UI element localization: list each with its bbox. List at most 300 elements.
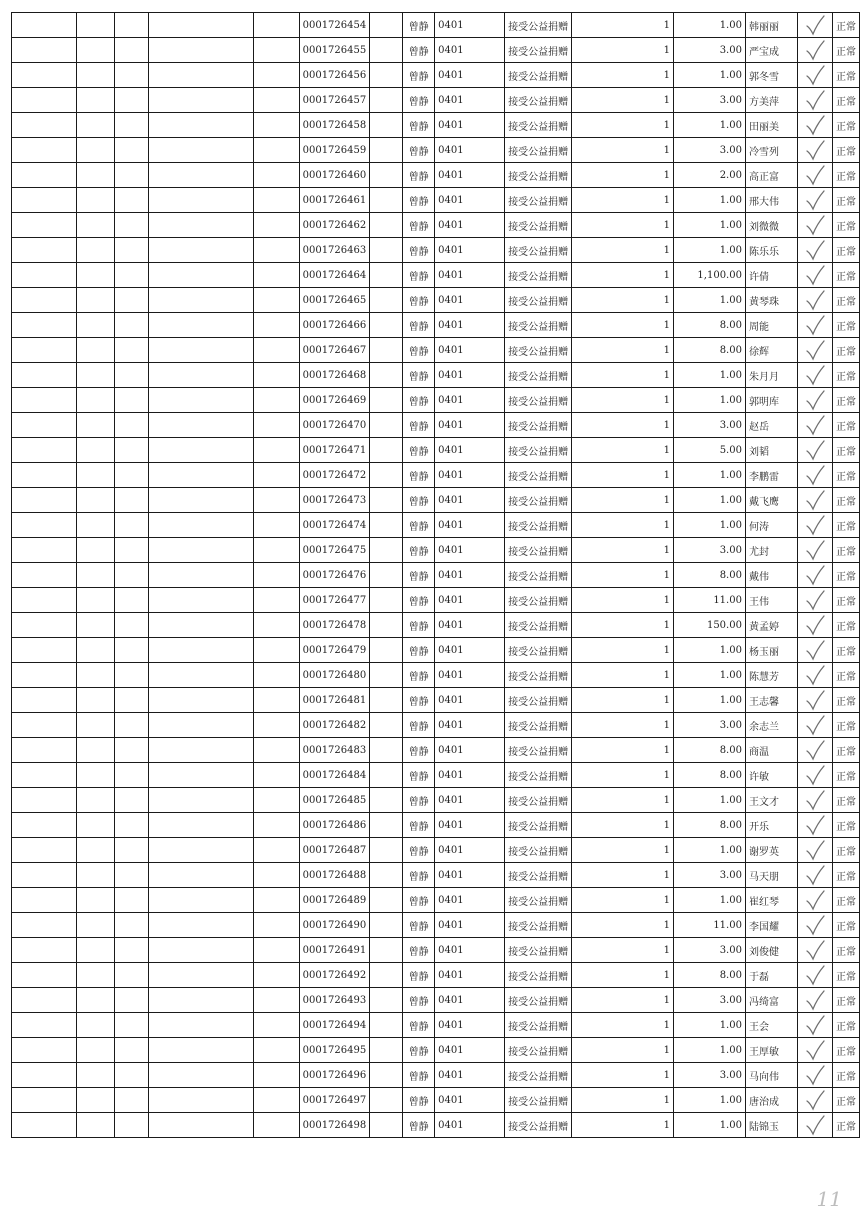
donation-type-cell: 接受公益捐赠 [505,588,572,613]
blank-cell-2 [76,838,114,863]
check-mark-cell [797,138,832,163]
blank-cell-2 [76,563,114,588]
blank-cell-6 [370,188,403,213]
blank-cell-2 [76,363,114,388]
receipt-number-cell: 0001726457 [299,88,370,113]
receipt-number-cell: 0001726464 [299,263,370,288]
handler-cell: 曾静 [403,688,435,713]
receipt-number-cell: 0001726463 [299,238,370,263]
blank-cell-2 [76,638,114,663]
handwritten-check-icon [804,639,826,661]
category-code-cell: 0401 [435,388,505,413]
donor-name-cell: 郭明库 [745,388,797,413]
blank-cell-6 [370,788,403,813]
amount-cell: 1.00 [673,513,745,538]
handler-cell: 曾静 [403,988,435,1013]
blank-cell-2 [76,213,114,238]
status-cell: 正常 [833,838,860,863]
table-row [12,513,860,538]
handler-cell: 曾静 [403,63,435,88]
amount-cell: 8.00 [673,563,745,588]
donation-type-cell: 接受公益捐赠 [505,188,572,213]
receipt-number-cell: 0001726491 [299,938,370,963]
blank-cell-4 [148,513,253,538]
category-code-cell: 0401 [435,688,505,713]
status-cell: 正常 [833,1113,860,1138]
blank-cell-6 [370,513,403,538]
blank-cell-3 [114,1113,148,1138]
blank-cell-5 [253,1113,299,1138]
amount-cell: 11.00 [673,913,745,938]
blank-cell-2 [76,663,114,688]
handwritten-check-icon [804,439,826,461]
category-code-cell: 0401 [435,713,505,738]
blank-cell-6 [370,738,403,763]
donor-name-cell: 刘韬 [745,438,797,463]
donation-type-cell: 接受公益捐赠 [505,663,572,688]
blank-cell-6 [370,63,403,88]
blank-cell-6 [370,388,403,413]
handler-cell: 曾静 [403,288,435,313]
blank-cell-1 [12,963,77,988]
quantity-cell: 1 [572,413,674,438]
handler-cell: 曾静 [403,513,435,538]
blank-cell-5 [253,613,299,638]
receipt-number-cell: 0001726473 [299,488,370,513]
blank-cell-1 [12,138,77,163]
donor-name-cell: 刘俊健 [745,938,797,963]
blank-cell-3 [114,538,148,563]
handwritten-check-icon [804,414,826,436]
category-code-cell: 0401 [435,113,505,138]
amount-cell: 3.00 [673,88,745,113]
status-cell: 正常 [833,738,860,763]
quantity-cell: 1 [572,213,674,238]
status-cell: 正常 [833,113,860,138]
handwritten-check-icon [804,964,826,986]
blank-cell-2 [76,1038,114,1063]
quantity-cell: 1 [572,288,674,313]
donation-type-cell: 接受公益捐赠 [505,413,572,438]
table-row [12,563,860,588]
donation-type-cell: 接受公益捐赠 [505,438,572,463]
category-code-cell: 0401 [435,338,505,363]
receipt-number-cell: 0001726467 [299,338,370,363]
category-code-cell: 0401 [435,163,505,188]
blank-cell-3 [114,38,148,63]
status-cell: 正常 [833,38,860,63]
quantity-cell: 1 [572,563,674,588]
blank-cell-2 [76,813,114,838]
blank-cell-3 [114,688,148,713]
handler-cell: 曾静 [403,388,435,413]
check-mark-cell [797,963,832,988]
check-mark-cell [797,638,832,663]
category-code-cell: 0401 [435,788,505,813]
donor-name-cell: 王文才 [745,788,797,813]
amount-cell: 8.00 [673,338,745,363]
handwritten-check-icon [804,1064,826,1086]
blank-cell-1 [12,263,77,288]
blank-cell-2 [76,788,114,813]
donation-type-cell: 接受公益捐赠 [505,763,572,788]
check-mark-cell [797,588,832,613]
donation-type-cell: 接受公益捐赠 [505,1088,572,1113]
blank-cell-4 [148,238,253,263]
quantity-cell: 1 [572,363,674,388]
table-row [12,1063,860,1088]
table-row [12,613,860,638]
table-row [12,663,860,688]
quantity-cell: 1 [572,13,674,38]
category-code-cell: 0401 [435,838,505,863]
donor-name-cell: 王会 [745,1013,797,1038]
status-cell: 正常 [833,963,860,988]
handwritten-check-icon [804,789,826,811]
donation-type-cell: 接受公益捐赠 [505,88,572,113]
handwritten-check-icon [804,264,826,286]
check-mark-cell [797,663,832,688]
status-cell: 正常 [833,913,860,938]
blank-cell-1 [12,688,77,713]
amount-cell: 8.00 [673,963,745,988]
blank-cell-1 [12,488,77,513]
category-code-cell: 0401 [435,188,505,213]
category-code-cell: 0401 [435,488,505,513]
handwritten-check-icon [804,564,826,586]
quantity-cell: 1 [572,688,674,713]
handler-cell: 曾静 [403,938,435,963]
category-code-cell: 0401 [435,988,505,1013]
blank-cell-5 [253,738,299,763]
quantity-cell: 1 [572,938,674,963]
quantity-cell: 1 [572,713,674,738]
blank-cell-4 [148,563,253,588]
category-code-cell: 0401 [435,738,505,763]
blank-cell-6 [370,813,403,838]
blank-cell-6 [370,238,403,263]
blank-cell-1 [12,663,77,688]
handwritten-check-icon [804,889,826,911]
status-cell: 正常 [833,288,860,313]
receipt-number-cell: 0001726493 [299,988,370,1013]
blank-cell-4 [148,713,253,738]
handler-cell: 曾静 [403,138,435,163]
amount-cell: 1.00 [673,1113,745,1138]
check-mark-cell [797,63,832,88]
donation-type-cell: 接受公益捐赠 [505,713,572,738]
blank-cell-4 [148,338,253,363]
table-row [12,163,860,188]
handwritten-check-icon [804,164,826,186]
donor-name-cell: 马向伟 [745,1063,797,1088]
handler-cell: 曾静 [403,763,435,788]
blank-cell-1 [12,388,77,413]
handwritten-check-icon [804,589,826,611]
table-row [12,763,860,788]
blank-cell-6 [370,988,403,1013]
amount-cell: 8.00 [673,813,745,838]
handwritten-check-icon [804,1114,826,1136]
blank-cell-6 [370,263,403,288]
quantity-cell: 1 [572,1038,674,1063]
donation-type-cell: 接受公益捐赠 [505,813,572,838]
handwritten-check-icon [804,764,826,786]
table-row [12,413,860,438]
blank-cell-2 [76,1063,114,1088]
receipt-number-cell: 0001726480 [299,663,370,688]
donor-name-cell: 徐辉 [745,338,797,363]
handler-cell: 曾静 [403,663,435,688]
blank-cell-6 [370,13,403,38]
blank-cell-3 [114,938,148,963]
receipt-number-cell: 0001726485 [299,788,370,813]
blank-cell-4 [148,613,253,638]
blank-cell-6 [370,313,403,338]
donor-name-cell: 谢罗英 [745,838,797,863]
handler-cell: 曾静 [403,588,435,613]
blank-cell-1 [12,738,77,763]
receipt-number-cell: 0001726497 [299,1088,370,1113]
blank-cell-4 [148,1063,253,1088]
handwritten-check-icon [804,839,826,861]
category-code-cell: 0401 [435,438,505,463]
receipt-number-cell: 0001726490 [299,913,370,938]
blank-cell-1 [12,538,77,563]
donation-type-cell: 接受公益捐赠 [505,13,572,38]
blank-cell-5 [253,638,299,663]
table-row [12,463,860,488]
blank-cell-2 [76,863,114,888]
amount-cell: 1.00 [673,63,745,88]
handwritten-check-icon [804,189,826,211]
status-cell: 正常 [833,13,860,38]
check-mark-cell [797,238,832,263]
blank-cell-3 [114,263,148,288]
blank-cell-2 [76,1088,114,1113]
blank-cell-1 [12,888,77,913]
blank-cell-6 [370,1113,403,1138]
blank-cell-2 [76,113,114,138]
blank-cell-2 [76,288,114,313]
donation-type-cell: 接受公益捐赠 [505,1013,572,1038]
quantity-cell: 1 [572,538,674,563]
category-code-cell: 0401 [435,138,505,163]
check-mark-cell [797,738,832,763]
status-cell: 正常 [833,88,860,113]
quantity-cell: 1 [572,1088,674,1113]
blank-cell-3 [114,788,148,813]
handwritten-check-icon [804,289,826,311]
amount-cell: 1.00 [673,1088,745,1113]
table-row [12,963,860,988]
handwritten-check-icon [804,339,826,361]
quantity-cell: 1 [572,513,674,538]
status-cell: 正常 [833,388,860,413]
blank-cell-6 [370,463,403,488]
amount-cell: 3.00 [673,713,745,738]
category-code-cell: 0401 [435,1013,505,1038]
table-row [12,63,860,88]
blank-cell-3 [114,888,148,913]
blank-cell-4 [148,763,253,788]
donor-name-cell: 黄孟婷 [745,613,797,638]
handwritten-check-icon [804,114,826,136]
blank-cell-3 [114,738,148,763]
donation-type-cell: 接受公益捐赠 [505,488,572,513]
blank-cell-4 [148,788,253,813]
blank-cell-3 [114,763,148,788]
donor-name-cell: 何涛 [745,513,797,538]
category-code-cell: 0401 [435,613,505,638]
blank-cell-4 [148,688,253,713]
handwritten-check-icon [804,739,826,761]
table-row [12,588,860,613]
blank-cell-3 [114,613,148,638]
receipt-number-cell: 0001726483 [299,738,370,763]
status-cell: 正常 [833,688,860,713]
category-code-cell: 0401 [435,313,505,338]
blank-cell-3 [114,113,148,138]
blank-cell-5 [253,13,299,38]
table-row [12,1038,860,1063]
donation-type-cell: 接受公益捐赠 [505,238,572,263]
blank-cell-4 [148,838,253,863]
quantity-cell: 1 [572,838,674,863]
blank-cell-2 [76,1013,114,1038]
receipt-number-cell: 0001726489 [299,888,370,913]
donor-name-cell: 冷雪列 [745,138,797,163]
donor-name-cell: 余志兰 [745,713,797,738]
blank-cell-4 [148,113,253,138]
blank-cell-5 [253,463,299,488]
amount-cell: 8.00 [673,738,745,763]
status-cell: 正常 [833,863,860,888]
donor-name-cell: 崔红琴 [745,888,797,913]
blank-cell-4 [148,488,253,513]
status-cell: 正常 [833,813,860,838]
status-cell: 正常 [833,1038,860,1063]
check-mark-cell [797,1063,832,1088]
blank-cell-3 [114,1038,148,1063]
handler-cell: 曾静 [403,338,435,363]
receipt-number-cell: 0001726487 [299,838,370,863]
handwritten-check-icon [804,664,826,686]
table-row [12,388,860,413]
donation-type-cell: 接受公益捐赠 [505,113,572,138]
blank-cell-6 [370,363,403,388]
amount-cell: 1.00 [673,1013,745,1038]
table-row [12,338,860,363]
blank-cell-2 [76,988,114,1013]
blank-cell-5 [253,838,299,863]
table-row [12,1113,860,1138]
receipt-number-cell: 0001726459 [299,138,370,163]
table-row [12,438,860,463]
blank-cell-2 [76,1113,114,1138]
donor-name-cell: 赵岳 [745,413,797,438]
blank-cell-3 [114,338,148,363]
blank-cell-5 [253,813,299,838]
blank-cell-5 [253,863,299,888]
donor-name-cell: 唐治成 [745,1088,797,1113]
category-code-cell: 0401 [435,513,505,538]
table-row [12,713,860,738]
table-row [12,313,860,338]
blank-cell-6 [370,963,403,988]
handwritten-check-icon [804,1039,826,1061]
blank-cell-5 [253,163,299,188]
quantity-cell: 1 [572,238,674,263]
donor-name-cell: 黄琴珠 [745,288,797,313]
table-row [12,1013,860,1038]
blank-cell-5 [253,388,299,413]
receipt-number-cell: 0001726492 [299,963,370,988]
blank-cell-3 [114,1088,148,1113]
handler-cell: 曾静 [403,838,435,863]
table-row [12,13,860,38]
receipt-number-cell: 0001726498 [299,1113,370,1138]
blank-cell-2 [76,188,114,213]
blank-cell-1 [12,363,77,388]
check-mark-cell [797,1088,832,1113]
status-cell: 正常 [833,588,860,613]
check-mark-cell [797,38,832,63]
blank-cell-1 [12,763,77,788]
handler-cell: 曾静 [403,463,435,488]
table-row [12,538,860,563]
quantity-cell: 1 [572,613,674,638]
handwritten-check-icon [804,1014,826,1036]
blank-cell-6 [370,438,403,463]
quantity-cell: 1 [572,163,674,188]
handwritten-check-icon [804,489,826,511]
blank-cell-5 [253,263,299,288]
receipt-number-cell: 0001726470 [299,413,370,438]
donation-type-cell: 接受公益捐赠 [505,1063,572,1088]
blank-cell-4 [148,888,253,913]
receipt-number-cell: 0001726454 [299,13,370,38]
handwritten-check-icon [804,814,826,836]
quantity-cell: 1 [572,113,674,138]
status-cell: 正常 [833,263,860,288]
blank-cell-1 [12,1038,77,1063]
blank-cell-4 [148,313,253,338]
amount-cell: 3.00 [673,938,745,963]
handler-cell: 曾静 [403,88,435,113]
blank-cell-3 [114,838,148,863]
check-mark-cell [797,463,832,488]
blank-cell-2 [76,463,114,488]
check-mark-cell [797,863,832,888]
blank-cell-2 [76,588,114,613]
donation-type-cell: 接受公益捐赠 [505,213,572,238]
donor-name-cell: 尤封 [745,538,797,563]
donor-name-cell: 邢大伟 [745,188,797,213]
blank-cell-4 [148,988,253,1013]
blank-cell-4 [148,663,253,688]
table-row [12,363,860,388]
quantity-cell: 1 [572,963,674,988]
handwritten-check-icon [804,939,826,961]
blank-cell-4 [148,38,253,63]
handwritten-check-icon [804,139,826,161]
table-row [12,638,860,663]
receipt-number-cell: 0001726469 [299,388,370,413]
blank-cell-4 [148,438,253,463]
handler-cell: 曾静 [403,438,435,463]
blank-cell-3 [114,288,148,313]
